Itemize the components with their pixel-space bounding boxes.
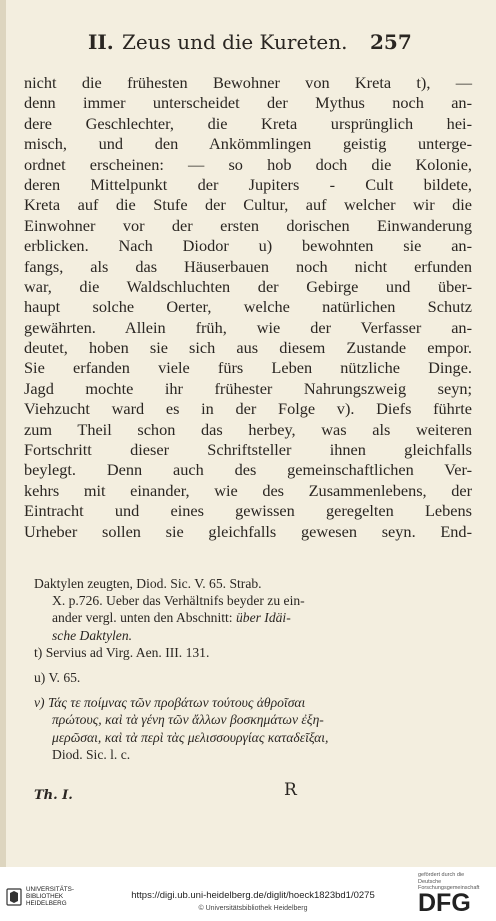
footnote-t: t) Servius ad Virg. Aen. III. 131.: [34, 644, 210, 660]
text-line: deren Mittelpunkt der Jupiters - Cult bildete,: [24, 174, 472, 194]
text-line: Urheber sollen sie gleichfalls gewesen seyn. End-: [24, 521, 472, 541]
greek-quote-line: πρώτους, καὶ τὰ γένη τῶν ἄλλων βοσκημάτων ἐξη-: [52, 712, 324, 728]
text-line: Fortschritt dieser Schriftsteller ihnen gleichfalls: [24, 440, 472, 460]
section-number: II.: [88, 30, 114, 54]
signature-mark: R: [284, 780, 297, 800]
text-line: nicht die frühesten Bewohner von Kreta t), —: [24, 73, 472, 92]
section-reference: über Idäi-: [235, 610, 291, 626]
footnote-text: ander vergl. unten den Abschnitt:: [52, 610, 236, 626]
funder-note-line: gefördert durch die: [418, 872, 465, 878]
footnote-line: Diod. Sic. l. c.: [52, 746, 131, 762]
funder-note-line: Forschungsgemeinschaft: [418, 885, 480, 891]
text-line: fangs, als das Häuserbauen noch nicht erfunden: [24, 256, 472, 276]
footnote-mark: v): [34, 695, 48, 711]
footnote-line: sche Daktylen.: [52, 627, 133, 643]
text-line: deutet, hoben sie sich aus diesem Zustande empor.: [24, 338, 472, 358]
library-name-line: UNIVERSITÄTS-: [26, 886, 74, 893]
library-name-line: HEIDELBERG: [26, 900, 67, 908]
text-line: beylegt. Denn auch des gemeinschaftlichen Ver-: [24, 460, 472, 480]
footnote-line: [34, 609, 464, 626]
footnotes: [34, 575, 464, 763]
signature-volume: Th. I.: [34, 788, 73, 803]
footnote-u: u) V. 65.: [34, 669, 81, 685]
permalink[interactable]: https://digi.ub.uni-heidelberg.de/diglit/hoeck1823bd1/0275: [131, 890, 375, 901]
page-number: 257: [370, 30, 412, 54]
greek-quote: Τάς τε ποίμνας τῶν προβάτων τούτους ἀθροῖσαι: [47, 695, 306, 711]
library-logo-text: [26, 886, 74, 908]
running-title: Zeus und die Kureten.: [122, 30, 348, 54]
text-line: kehrs mit einander, wie des Zusammenlebens, der: [24, 480, 472, 500]
viewer-footer: [0, 867, 496, 921]
text-line: ordnet erscheinen: — so hob doch die Kolonie,: [24, 154, 472, 174]
text-line: erblicken. Nach Diodor u) bewohnten sie an-: [24, 236, 472, 256]
text-line: misch, und den Ankömmlingen geistig unterge-: [24, 134, 472, 154]
funder-note-line: Deutsche: [418, 878, 442, 885]
text-line: Jagd mochte ihr frühester Nahrungszweig seyn;: [24, 378, 472, 398]
footnote-line: Daktylen zeugten, Diod. Sic. V. 65. Strab.: [34, 576, 262, 591]
footnote-v: [34, 694, 464, 711]
text-line: zum Theil schon das herbey, was als weiteren: [24, 419, 472, 439]
greek-quote-line: μερῶσαι, καὶ τὰ περὶ τὰς μελισσουργίας καταδεῖξαι,: [52, 729, 329, 745]
text-line: war, die Waldschluchten der Gebirge und über-: [24, 276, 472, 296]
text-line: dere Geschlechter, die Kreta ursprünglich hei-: [24, 113, 472, 133]
university-seal-icon: [6, 888, 22, 906]
text-line: gewährten. Allein früh, wie der Verfasser an-: [24, 317, 472, 337]
text-line: denn immer unterscheidet der Mythus noch an-: [24, 93, 472, 113]
copyright-notice: © Universitätsbibliothek Heidelberg: [198, 905, 308, 912]
spacer: [34, 686, 464, 694]
text-line: Sie erfanden viele fürs Leben nützliche Dinge.: [24, 358, 472, 378]
text-line: Viehzucht ward es in der Folge v). Diefs führte: [24, 399, 472, 419]
text-line: Kreta auf die Stufe der Cultur, auf welcher wir die: [24, 195, 472, 215]
page-edge: [0, 0, 6, 867]
footnote-line: X. p.726. Ueber das Verhältnifs beyder zu ein-: [52, 593, 305, 609]
spacer: [34, 661, 464, 669]
dfg-logo: DFG: [418, 889, 471, 917]
running-header: [0, 30, 496, 60]
text-line: haupt solche Oerter, welche natürlichen Schutz: [24, 297, 472, 317]
text-line: Eintracht und eines gewissen geregelten Lebens: [24, 501, 472, 521]
main-text: [24, 73, 472, 542]
library-name-line: BIBLIOTHEK: [26, 893, 64, 901]
text-line: Einwohner vor der ersten dorischen Einwanderung: [24, 215, 472, 235]
